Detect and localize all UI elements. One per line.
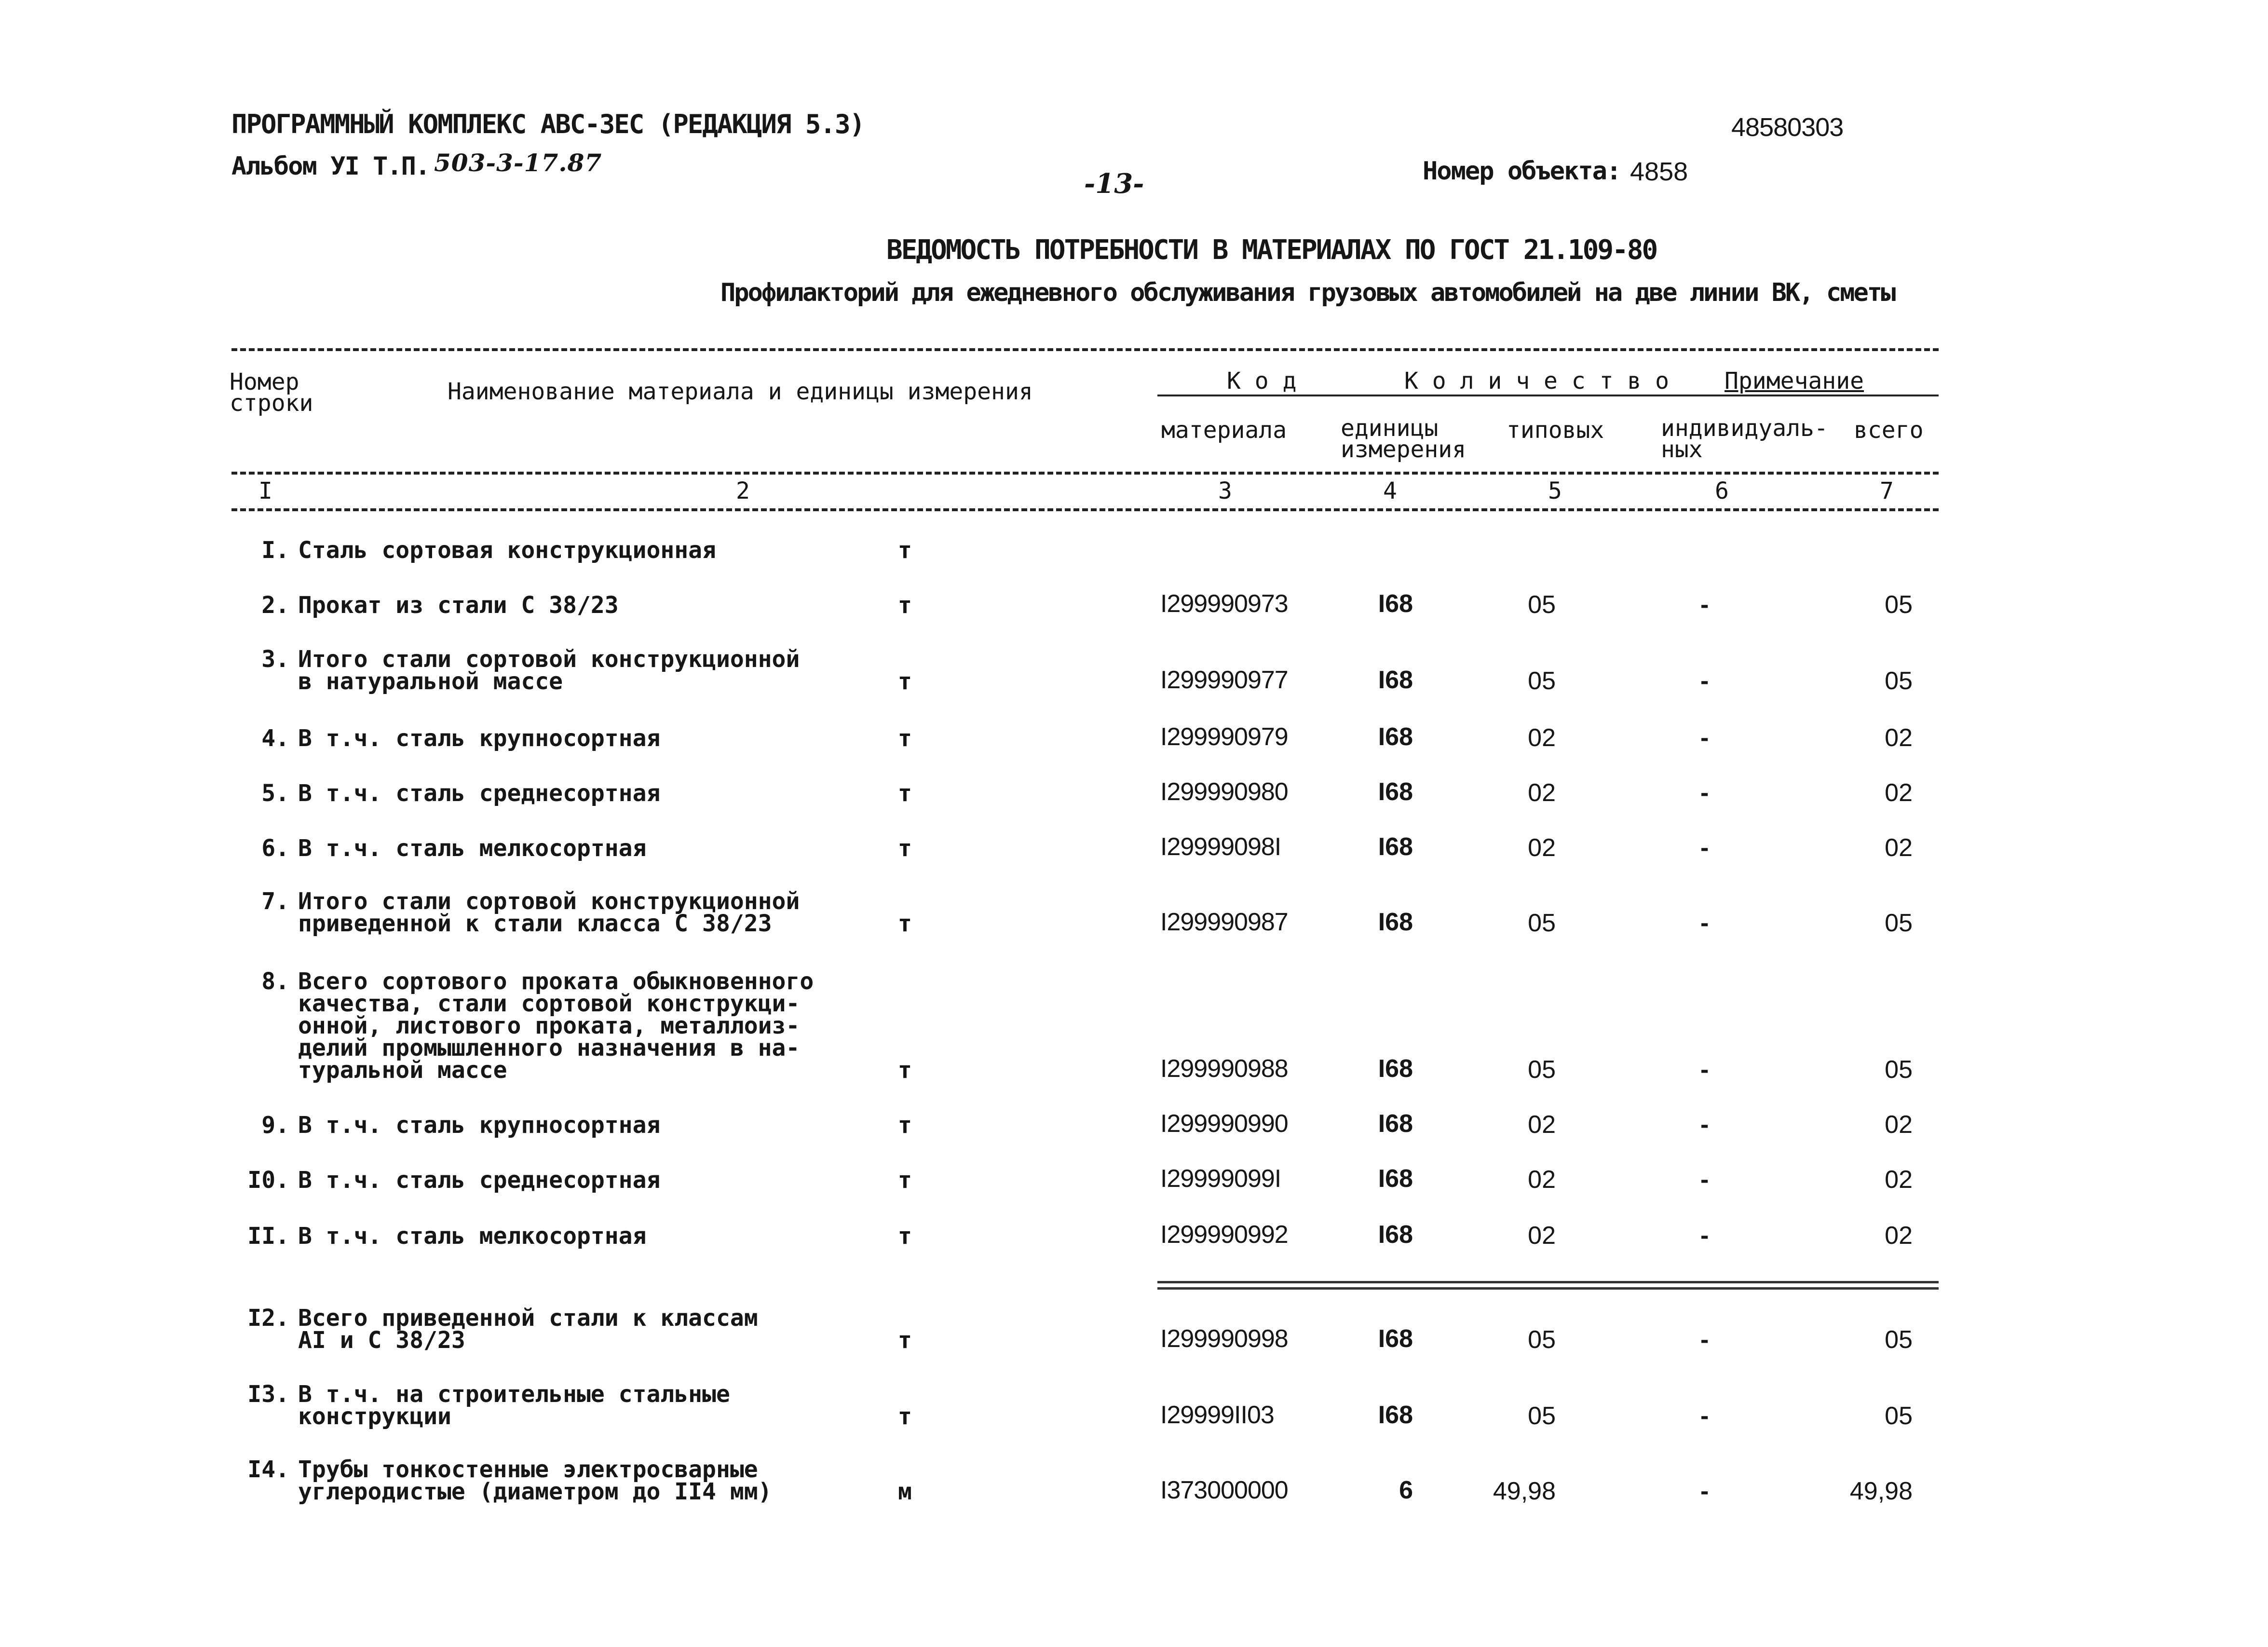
typical-quantity: 05 [1528, 591, 1556, 619]
unit-of-measure: м [898, 1478, 912, 1505]
header-quantity: К о л и ч е с т в о [1404, 368, 1670, 395]
total-quantity: 02 [1885, 834, 1913, 862]
header-note: Примечание [1725, 368, 1864, 395]
document-subtitle: Профилакторий для ежедневного обслуживания грузовых автомобилей на две линии ВК, сметы [720, 278, 1895, 307]
individual-quantity: - [1700, 1166, 1709, 1194]
material-name: В т.ч. сталь среднесортная [298, 780, 661, 807]
row-number: I4. [247, 1456, 289, 1483]
header-material-name: Наименование материала и единицы измерения [448, 378, 1033, 405]
material-name: Трубы тонкостенные электросварные углеродистые (диаметром до II4 мм) [298, 1456, 772, 1505]
material-name: В т.ч. сталь мелкосортная [298, 835, 647, 862]
individual-quantity: - [1700, 667, 1709, 695]
material-code: I299990988 [1160, 1055, 1288, 1083]
total-quantity: 05 [1885, 667, 1913, 695]
individual-quantity: - [1700, 724, 1709, 752]
typical-quantity: 05 [1528, 1056, 1556, 1084]
material-code: I299990998 [1160, 1325, 1288, 1353]
material-name: В т.ч. на строительные стальные конструкции [298, 1381, 730, 1430]
unit-of-measure: т [898, 668, 912, 695]
album-handwritten-number: 503-3-17.87 [434, 149, 602, 177]
individual-quantity: - [1700, 1111, 1709, 1139]
typical-quantity: 02 [1528, 779, 1556, 807]
typical-quantity: 05 [1528, 1326, 1556, 1354]
header-individual: индивидуаль- ных [1661, 415, 1828, 463]
unit-code: I68 [1378, 908, 1413, 936]
material-code: I299990979 [1160, 723, 1288, 751]
total-quantity: 49,98 [1849, 1477, 1913, 1505]
total-quantity: 02 [1885, 724, 1913, 752]
individual-quantity: - [1700, 1326, 1709, 1354]
unit-of-measure: т [898, 1057, 912, 1084]
material-code: I29999099I [1160, 1165, 1281, 1193]
typical-quantity: 02 [1528, 1222, 1556, 1250]
total-quantity: 05 [1885, 1056, 1913, 1084]
unit-code: I68 [1378, 666, 1413, 694]
total-quantity: 02 [1885, 1111, 1913, 1139]
program-heading: ПРОГРАММНЫЙ КОМПЛЕКС АВС-3ЕС (РЕДАКЦИЯ 5.3) [231, 109, 864, 139]
row-number: I3. [247, 1381, 289, 1408]
typical-quantity: 02 [1528, 1166, 1556, 1194]
header-material-code: материала [1161, 417, 1287, 444]
material-name: В т.ч. сталь крупносортная [298, 1112, 661, 1139]
unit-code: I68 [1378, 833, 1413, 861]
row-number: 7. [261, 888, 289, 915]
material-name: В т.ч. сталь крупносортная [298, 725, 661, 752]
album-label: Альбом УI Т.П. [231, 152, 430, 181]
column-number-5: 5 [1548, 477, 1562, 504]
individual-quantity: - [1700, 779, 1709, 807]
column-number-4: 4 [1383, 477, 1397, 504]
total-quantity: 05 [1885, 1402, 1913, 1430]
row-number: 8. [261, 968, 289, 995]
material-code: I299990980 [1160, 778, 1288, 806]
unit-code: I68 [1378, 778, 1413, 806]
total-quantity: 02 [1885, 779, 1913, 807]
object-number-label: Номер объекта: [1423, 157, 1621, 186]
header-typical: типовых [1507, 417, 1604, 444]
row-number: I2. [247, 1305, 289, 1332]
document-title: ВЕДОМОСТЬ ПОТРЕБНОСТИ В МАТЕРИАЛАХ ПО ГОСТ 21.109-80 [886, 234, 1657, 266]
header-code: К о д [1227, 368, 1297, 395]
typical-quantity: 02 [1528, 834, 1556, 862]
material-name: Итого стали сортовой конструкционной приведенной к стали класса С 38/23 [298, 888, 800, 937]
typical-quantity: 02 [1528, 1111, 1556, 1139]
header-unit: единицы измерения [1341, 415, 1467, 463]
individual-quantity: - [1700, 1056, 1709, 1084]
material-name: В т.ч. сталь мелкосортная [298, 1223, 647, 1250]
row-number: 9. [261, 1112, 289, 1139]
total-quantity: 02 [1885, 1222, 1913, 1250]
unit-code: I68 [1378, 1110, 1413, 1138]
typical-quantity: 02 [1528, 724, 1556, 752]
unit-of-measure: т [898, 1223, 912, 1250]
column-number-1: I [258, 477, 272, 504]
row-number: 2. [261, 592, 289, 619]
page-number: -13- [1084, 168, 1144, 200]
column-number-7: 7 [1880, 477, 1894, 504]
individual-quantity: - [1700, 834, 1709, 862]
column-number-2: 2 [736, 477, 750, 504]
material-name: Всего сортового проката обыкновенного качества, стали сортовой конструкци- онной, листового проката, металлоиз- делий промышленного назначения в на- туральной массе [298, 968, 814, 1084]
unit-of-measure: т [898, 1327, 912, 1354]
individual-quantity: - [1700, 591, 1709, 619]
material-name: Сталь сортовая конструкционная [298, 537, 716, 564]
row-number: 4. [261, 725, 289, 752]
unit-of-measure: т [898, 780, 912, 807]
total-quantity: 05 [1885, 909, 1913, 937]
total-quantity: 05 [1885, 591, 1913, 619]
unit-of-measure: т [898, 537, 912, 564]
material-name: Прокат из стали С 38/23 [298, 592, 619, 619]
unit-of-measure: т [898, 592, 912, 619]
header-total: всего [1854, 417, 1924, 444]
section-double-rule [1157, 1281, 1939, 1290]
material-code: I299990973 [1160, 590, 1288, 618]
row-number: 6. [261, 835, 289, 862]
unit-of-measure: т [898, 725, 912, 752]
column-number-3: 3 [1218, 477, 1232, 504]
typical-quantity: 05 [1528, 1402, 1556, 1430]
individual-quantity: - [1700, 1402, 1709, 1430]
row-number: 5. [261, 780, 289, 807]
material-code: I299990990 [1160, 1110, 1288, 1138]
material-code: I299990977 [1160, 666, 1288, 694]
unit-of-measure: т [898, 1403, 912, 1430]
row-number: II. [247, 1223, 289, 1250]
row-number: 3. [261, 646, 289, 673]
individual-quantity: - [1700, 909, 1709, 937]
unit-code: I68 [1378, 1221, 1413, 1249]
unit-of-measure: т [898, 910, 912, 937]
unit-code: I68 [1378, 1165, 1413, 1193]
unit-code: I68 [1378, 1325, 1413, 1353]
typical-quantity: 05 [1528, 667, 1556, 695]
unit-of-measure: т [898, 1167, 912, 1194]
material-code: I29999II03 [1160, 1401, 1274, 1429]
row-number: I0. [247, 1167, 289, 1194]
material-name: Всего приведенной стали к классам AI и С 38/23 [298, 1305, 758, 1354]
individual-quantity: - [1700, 1222, 1709, 1250]
total-quantity: 02 [1885, 1166, 1913, 1194]
material-code: I29999098I [1160, 833, 1281, 861]
typical-quantity: 49,98 [1493, 1477, 1556, 1505]
unit-code: I68 [1378, 590, 1413, 618]
unit-code: 6 [1399, 1476, 1413, 1504]
header-row-number: Номер строки [230, 368, 313, 417]
material-code: I299990987 [1160, 908, 1288, 936]
material-name: Итого стали сортовой конструкционной в натуральной массе [298, 646, 800, 695]
individual-quantity: - [1700, 1477, 1709, 1505]
typical-quantity: 05 [1528, 909, 1556, 937]
unit-code: I68 [1378, 1055, 1413, 1083]
unit-of-measure: т [898, 835, 912, 862]
object-number-value: 4858 [1630, 157, 1688, 186]
material-code: I299990992 [1160, 1221, 1288, 1249]
unit-code: I68 [1378, 1401, 1413, 1429]
material-code: I373000000 [1160, 1476, 1288, 1504]
column-number-6: 6 [1715, 477, 1729, 504]
document-number: 48580303 [1731, 113, 1844, 142]
row-number: I. [261, 537, 289, 564]
unit-of-measure: т [898, 1112, 912, 1139]
total-quantity: 05 [1885, 1326, 1913, 1354]
material-name: В т.ч. сталь среднесортная [298, 1167, 661, 1194]
unit-code: I68 [1378, 723, 1413, 751]
